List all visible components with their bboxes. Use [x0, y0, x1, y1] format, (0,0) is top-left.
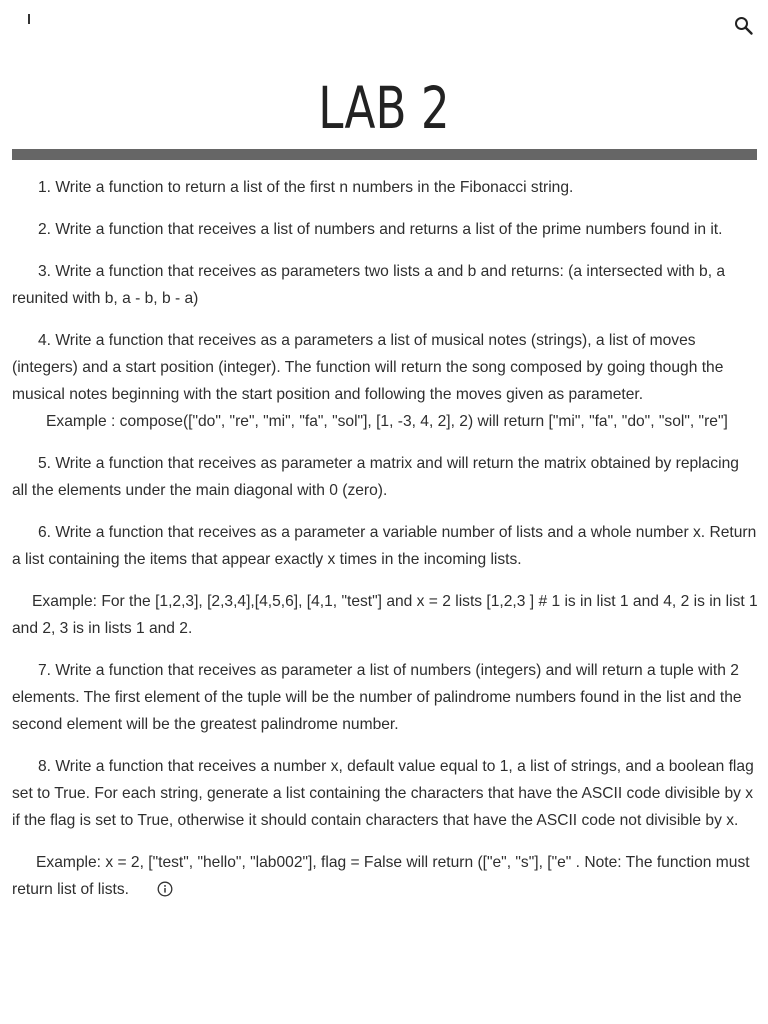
- exercise-text: Write a function to return a list of the first n numbers in the Fibonacci string.: [55, 179, 574, 196]
- title-divider: [12, 149, 757, 160]
- exercise-number: 2.: [38, 221, 52, 238]
- exercise-8: [12, 753, 758, 834]
- exercise-7: [12, 657, 758, 738]
- menu-icon[interactable]: [28, 14, 30, 24]
- top-bar: [0, 0, 768, 60]
- exercise-number: 7.: [38, 662, 52, 679]
- exercise-number: 5.: [38, 455, 52, 472]
- exercise-text: Write a function that receives a number x, default value equal to 1, a list of strings, and a boolean flag set to True. For each string, generate a list containing the characters that have the ASCII code divisible by x if the flag is set to True, otherwise it should contain characters that have the ASCII code not divisible by x.: [12, 758, 754, 829]
- exercise-example: Example : compose(["do", "re", "mi", "fa", "sol"], [1, -3, 4, 2], 2) will return ["mi", "fa", "do", "sol", "re"]: [46, 413, 728, 430]
- exercise-6: [12, 519, 758, 573]
- exercise-number: 8.: [38, 758, 52, 775]
- exercise-example-text: Example: x = 2, ["test", "hello", "lab002"], flag = False will return (["e", "s"], ["e" . Note: The function must return list of lists.: [12, 854, 750, 898]
- exercise-list: [12, 174, 758, 918]
- exercise-text: Write a function that receives as a parameters a list of musical notes (strings), a list of moves (integers) and a start position (integer). The function will return the song composed by going though the musical notes beginning with the start position and following the moves given as parameter.: [12, 332, 724, 403]
- exercise-5: [12, 450, 758, 504]
- exercise-text: Write a function that receives a list of numbers and returns a list of the prime numbers found in it.: [55, 221, 723, 238]
- exercise-text: Write a function that receives as a parameter a variable number of lists and a whole number x. Return a list containing the items that appear exactly x times in the incoming lists.: [12, 524, 757, 568]
- exercise-number: 3.: [38, 263, 52, 280]
- exercise-number: 4.: [38, 332, 52, 349]
- exercise-3: [12, 258, 758, 312]
- exercise-6-example: Example: For the [1,2,3], [2,3,4],[4,5,6], [4,1, "test"] and x = 2 lists [1,2,3 ] # 1 is in list 1 and 4, 2 is in list 1 and 2, 3 is in lists 1 and 2.: [12, 593, 758, 637]
- exercise-text: Write a function that receives as parameter a matrix and will return the matrix obtained by replacing all the elements under the main diagonal with 0 (zero).: [12, 455, 739, 499]
- exercise-number: 1.: [38, 179, 52, 196]
- page-title: LAB 2: [318, 74, 450, 142]
- exercise-text: Write a function that receives as parameters two lists a and b and returns: (a intersected with b, a reunited with b, a - b, b - a): [12, 263, 726, 307]
- search-icon[interactable]: [732, 14, 756, 38]
- exercise-number: 6.: [38, 524, 52, 541]
- exercise-1: [12, 174, 758, 201]
- exercise-2: [12, 216, 758, 243]
- exercise-8-example: [12, 849, 758, 903]
- info-icon[interactable]: [133, 879, 149, 895]
- exercise-4: [12, 327, 758, 435]
- exercise-text: Write a function that receives as parameter a list of numbers (integers) and will return a tuple with 2 elements. The first element of the tuple will be the number of palindrome numbers found in the list and the second element will be the greatest palindrome number.: [12, 662, 742, 733]
